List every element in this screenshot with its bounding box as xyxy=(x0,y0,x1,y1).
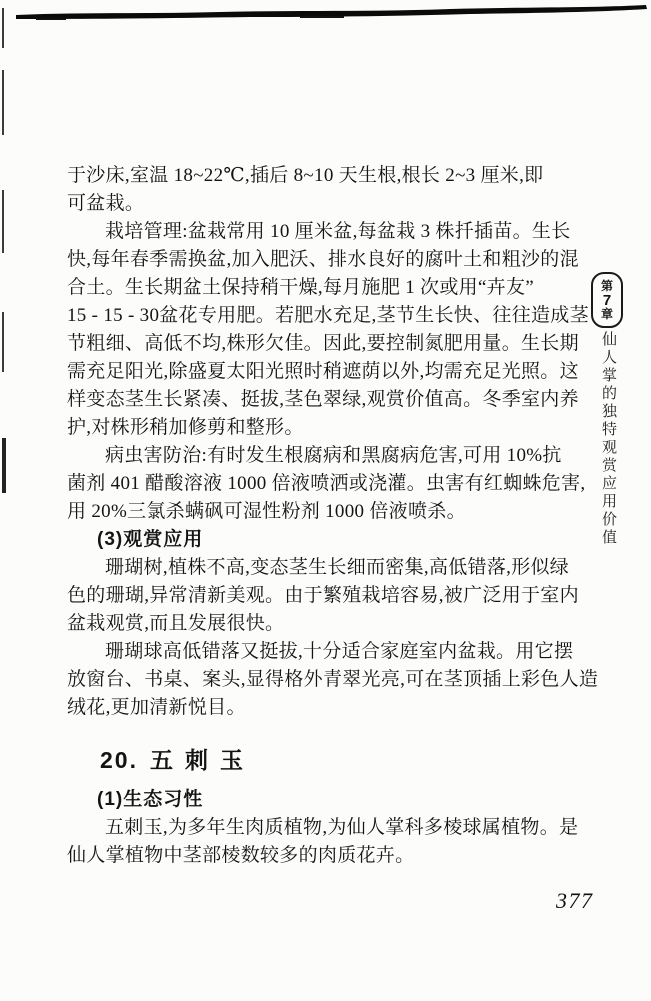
scan-artifact-left-line xyxy=(2,70,4,135)
subsection-heading-ecology: (1)生态习性 xyxy=(97,789,204,810)
section-number: 20. xyxy=(100,747,138,773)
text-line: 五刺玉,为多年生肉质植物,为仙人掌科多棱球属植物。是 xyxy=(105,817,579,838)
text-line: 栽培管理:盆栽常用 10 厘米盆,每盆栽 3 株扦插苗。生长 xyxy=(105,221,571,242)
text-line: 病虫害防治:有时发生根腐病和黑腐病危害,可用 10%抗 xyxy=(105,445,562,466)
chapter-badge-char-top: 第 xyxy=(600,278,613,293)
text-line: 色的珊瑚,异常清新美观。由于繁殖栽培容易,被广泛用于室内 xyxy=(67,585,579,606)
text-line: 节粗细、高低不均,株形欠佳。因此,要控制氮肥用量。生长期 xyxy=(67,333,579,354)
scan-artifact-left-line xyxy=(2,190,4,253)
chapter-title-vertical: 仙人掌的独特观赏应用价值 xyxy=(600,331,617,547)
scan-artifact-left-line xyxy=(2,8,4,48)
scan-artifact-top-edge xyxy=(0,0,651,26)
text-line: 珊瑚球高低错落又挺拔,十分适合家庭室内盆栽。用它摆 xyxy=(105,641,574,662)
text-line: 菌剂 401 醋酸溶液 1000 倍液喷洒或浇灌。虫害有红蜘蛛危害, xyxy=(67,473,586,494)
text-line: 珊瑚树,植株不高,变态茎生长细而密集,高低错落,形似绿 xyxy=(105,557,570,578)
scan-artifact-left-line xyxy=(2,438,6,493)
section-heading-wuciyu xyxy=(67,744,579,776)
text-line: 盆栽观赏,而且发展很快。 xyxy=(67,613,285,634)
text-line: 于沙床,室温 18~22℃,插后 8~10 天生根,根长 2~3 厘米,即 xyxy=(67,165,544,186)
body-text xyxy=(67,162,599,870)
section-title: 五刺玉 xyxy=(149,747,255,773)
text-line: 绒花,更加清新悦目。 xyxy=(67,697,246,718)
text-line: 快,每年春季需换盆,加入肥沃、排水良好的腐叶土和粗沙的混 xyxy=(67,249,579,270)
scan-artifact-left-line xyxy=(2,312,4,372)
chapter-badge-char-bottom: 章 xyxy=(600,306,613,321)
chapter-badge-number: 7 xyxy=(602,291,612,309)
text-line: 用 20%三氯杀螨砜可湿性粉剂 1000 倍液喷杀。 xyxy=(67,501,466,522)
text-line: 仙人掌植物中茎部棱数较多的肉质花卉。 xyxy=(67,845,415,866)
chapter-badge xyxy=(591,272,623,328)
text-line: 放窗台、书桌、案头,显得格外青翠光亮,可在茎顶插上彩色人造 xyxy=(67,669,599,690)
page-number: 377 xyxy=(556,888,594,913)
text-line: 可盆栽。 xyxy=(67,193,145,214)
subsection-heading-ornamental-use: (3)观赏应用 xyxy=(97,529,204,550)
text-line: 样变态茎生长紧凑、挺拔,茎色翠绿,观赏价值高。冬季室内养 xyxy=(67,389,579,410)
text-line: 合土。生长期盆土保持稍干燥,每月施肥 1 次或用“卉友” xyxy=(67,277,535,298)
text-line: 15 - 15 - 30盆花专用肥。若肥水充足,茎节生长快、往往造成茎 xyxy=(67,305,589,326)
text-line: 护,对株形稍加修剪和整形。 xyxy=(67,417,304,438)
text-line: 需充足阳光,除盛夏太阳光照时稍遮荫以外,均需充足光照。这 xyxy=(67,361,579,382)
